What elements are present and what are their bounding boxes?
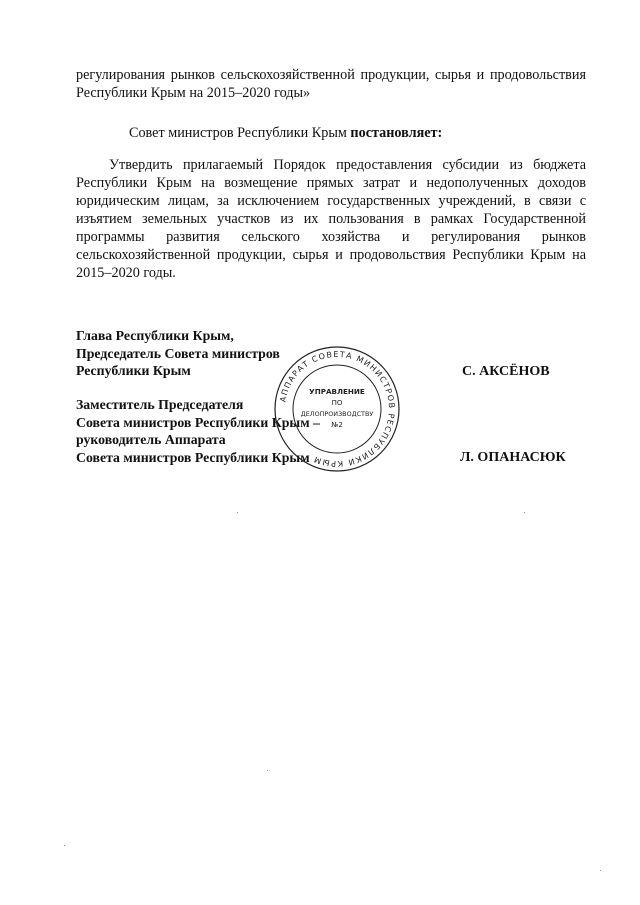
official-stamp	[272, 344, 402, 474]
signature-2-line: Совета министров Республики Крым –	[76, 414, 320, 430]
signatory-name-1: С. АКСЁНОВ	[462, 364, 550, 379]
scan-dot	[600, 870, 601, 871]
svg-text:ДЕЛОПРОИЗВОДСТВУ: ДЕЛОПРОИЗВОДСТВУ	[300, 410, 374, 418]
signature-2-line: Заместитель Председателя	[76, 397, 244, 412]
signature-1-line: Председатель Совета министров	[76, 345, 280, 361]
body-paragraph: Утвердить прилагаемый Порядок предоставления субсидии из бюджета Республики Крым на возмещение прямых затрат и недополученных доходов юридическим лицам, за исключением государственных учреждений, в связи с изъятием земельных участков из их пользования в рамках Государственной программы развития сельского хозяйства и регулирования рынков сельскохозяйственной продукции, сырья и продовольствия Республики Крым на 2015–2020 годы.	[76, 157, 586, 281]
scan-dot	[64, 845, 65, 846]
signature-2-line: руководитель Аппарата	[76, 432, 226, 447]
decree-prefix: Совет министров Республики Крым	[129, 125, 351, 141]
signatory-name-2: Л. ОПАНАСЮК	[460, 450, 566, 465]
decree-verb: постановляет:	[350, 125, 443, 141]
signature-title-1	[76, 327, 280, 380]
signature-1-line: Республики Крым	[76, 363, 191, 378]
svg-text:АППАРАТ СОВЕТА МИНИСТРОВ РЕСПУ: АППАРАТ СОВЕТА МИНИСТРОВ РЕСПУБЛИКИ КРЫМ	[278, 349, 397, 469]
scan-dot	[237, 512, 238, 513]
scan-dot	[267, 770, 268, 771]
decree-line	[129, 124, 442, 142]
intro-paragraph: регулирования рынков сельскохозяйственной продукции, сырья и продовольствия Республики Крым на 2015–2020 годы»	[76, 67, 586, 101]
signature-2-line: Совета министров Республики Крым	[76, 449, 310, 465]
scan-dot	[524, 512, 525, 513]
svg-text:ПО: ПО	[331, 399, 343, 407]
signature-1-line: Глава Республики Крым,	[76, 328, 234, 343]
svg-text:№2: №2	[331, 421, 343, 429]
svg-text:УПРАВЛЕНИЕ: УПРАВЛЕНИЕ	[309, 387, 365, 396]
